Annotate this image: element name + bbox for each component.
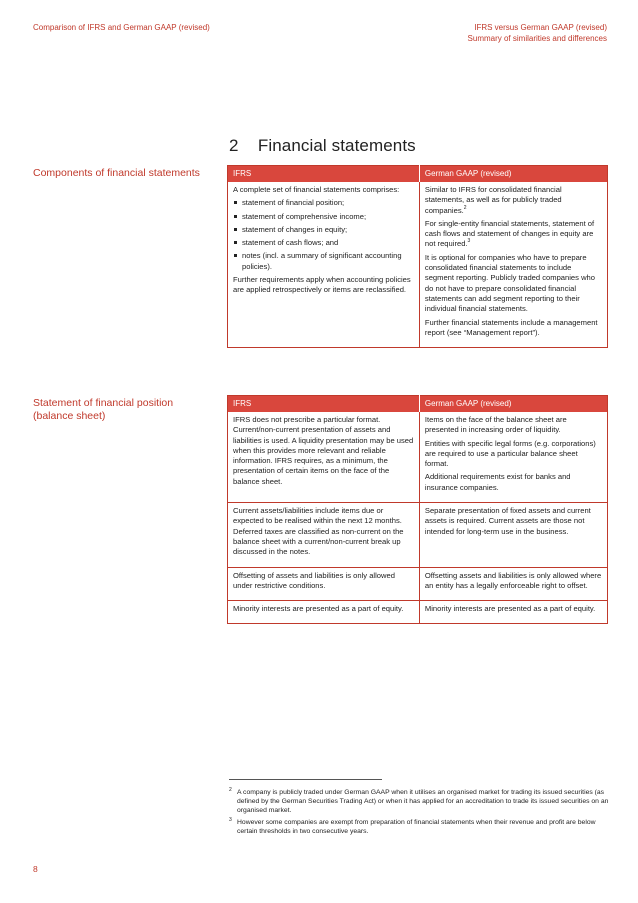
cell-paragraph: Offsetting assets and liabilities is only allowed where an entity has a legally enforceable right to offset. (424, 570, 602, 590)
bullet-icon (234, 228, 237, 231)
balance-sheet-label-line1: Statement of financial position (33, 397, 174, 409)
footnote-text: A company is publicly traded under German GAAP when it utilises an organised market for trading its issued securities (as defined by the German Securities Trading Act) or when it has applied for an accreditation to trade its issued securities on an organised market. (237, 789, 609, 814)
ifrs-cell (228, 412, 420, 503)
list-item-text: statement of changes in equity; (242, 224, 348, 234)
running-header-right (468, 22, 607, 44)
column-header-ifrs: IFRS (228, 166, 420, 183)
cell-paragraph: IFRS does not prescribe a particular format. Current/non-current presentation of assets and liabilities is used. A liquidity presentation may be used when this provides more relevant and reliable information. IFRS requires, as a minimum, the presentation of certain items on the face of the balance sheet. (233, 415, 414, 486)
cell-paragraph: Minority interests are presented as a part of equity. (424, 604, 596, 614)
balance-sheet-label-line2: (balance sheet) (33, 410, 106, 422)
list-item-text: statement of comprehensive income; (242, 211, 367, 221)
gaap-paragraph: It is optional for companies who have to prepare consolidated financial statements to include segment reporting. Publicly traded companies who do not have to prepare consolidated financial statements can add segment reporting to their individual financial statements. (424, 252, 595, 314)
footnote-ref[interactable]: 2 (463, 204, 467, 211)
bullet-icon (234, 215, 237, 218)
table-row (228, 567, 608, 601)
balance-sheet-table (227, 395, 608, 624)
bullet-icon (234, 254, 237, 257)
cell-paragraph: Offsetting of assets and liabilities is only allowed under restrictive conditions. (233, 570, 395, 590)
balance-sheet-table-header (228, 396, 608, 413)
cell-paragraph: Separate presentation of fixed assets and current assets is required. Current assets are those not intended for long-term use in the business. (424, 506, 591, 536)
cell-paragraph: Minority interests are presented as a part of equity. (233, 604, 404, 614)
balance-sheet-label (33, 397, 173, 423)
gaap-paragraph-text: Similar to IFRS for consolidated financial statements, as well as for publicly traded companies. (424, 185, 562, 215)
list-item-text: statement of cash flows; and (242, 238, 339, 248)
ifrs-cell (228, 567, 420, 601)
running-header-right-line2: Summary of similarities and differences (467, 34, 607, 43)
cell-paragraph: Items on the face of the balance sheet are presented in increasing order of liquidity. (424, 415, 567, 435)
table-row (228, 601, 608, 624)
list-item-text: notes (incl. a summary of significant accounting policies). (242, 251, 402, 271)
list-item (233, 251, 414, 272)
gaap-cell (419, 567, 607, 601)
ifrs-cell (228, 601, 420, 624)
list-item (233, 238, 414, 248)
gaap-paragraph: Further financial statements include a management report (see “Management report”). (424, 317, 598, 337)
gaap-cell (419, 182, 607, 348)
footnote-text: However some companies are exempt from preparation of financial statements when their revenue and profit are below certain thresholds in two consecutive years. (237, 819, 596, 835)
table-row (228, 182, 608, 348)
running-header-left: Comparison of IFRS and German GAAP (revised) (33, 23, 210, 32)
gaap-cell (419, 412, 607, 503)
gaap-cell (419, 601, 607, 624)
gaap-paragraph (425, 185, 602, 216)
cell-paragraph: Current assets/liabilities include items due or expected to be realised within the next 12 months. Deferred taxes are classified as non-current on the balance sheet with a current/non-current break up discussed in the notes. (233, 506, 404, 557)
gaap-paragraph (425, 219, 602, 250)
page-number: 8 (33, 864, 38, 874)
column-header-ifrs: IFRS (228, 396, 420, 413)
footnote-number: 2 (229, 787, 232, 793)
list-item (233, 212, 414, 222)
list-item-text: statement of financial position; (242, 198, 345, 208)
list-item (233, 198, 414, 208)
column-header-gaap: German GAAP (revised) (419, 396, 607, 413)
cell-paragraph: Additional requirements exist for banks and insurance companies. (424, 472, 571, 492)
footnote-divider (229, 779, 382, 780)
ifrs-intro: A complete set of financial statements comprises: (233, 185, 400, 194)
cell-paragraph: Entities with specific legal forms (e.g. corporations) are required to use a particular balance sheet format. (424, 438, 596, 469)
footnote-ref[interactable]: 3 (467, 238, 471, 245)
footnote-number: 3 (229, 817, 232, 823)
list-item (233, 225, 414, 235)
components-table (227, 165, 608, 348)
table-row (228, 412, 608, 503)
footnote (229, 788, 609, 815)
ifrs-cell (228, 182, 420, 348)
bullet-icon (234, 241, 237, 244)
section-title: 2 Financial statements (229, 136, 416, 155)
components-label: Components of financial statements (33, 167, 200, 179)
ifrs-cell (228, 503, 420, 567)
gaap-cell (419, 503, 607, 567)
footnote (229, 818, 609, 836)
table-row (228, 503, 608, 567)
components-list (233, 198, 414, 272)
bullet-icon (234, 201, 237, 204)
gaap-paragraph-text: For single-entity financial statements, statement of cash flows and statement of changes in equity are not required. (424, 218, 595, 249)
components-table-header (228, 166, 608, 183)
running-header-right-line1: IFRS versus German GAAP (revised) (474, 23, 607, 32)
column-header-gaap: German GAAP (revised) (419, 166, 607, 183)
ifrs-outro: Further requirements apply when accounting policies are applied retrospectively or items are reclassified. (233, 275, 411, 295)
